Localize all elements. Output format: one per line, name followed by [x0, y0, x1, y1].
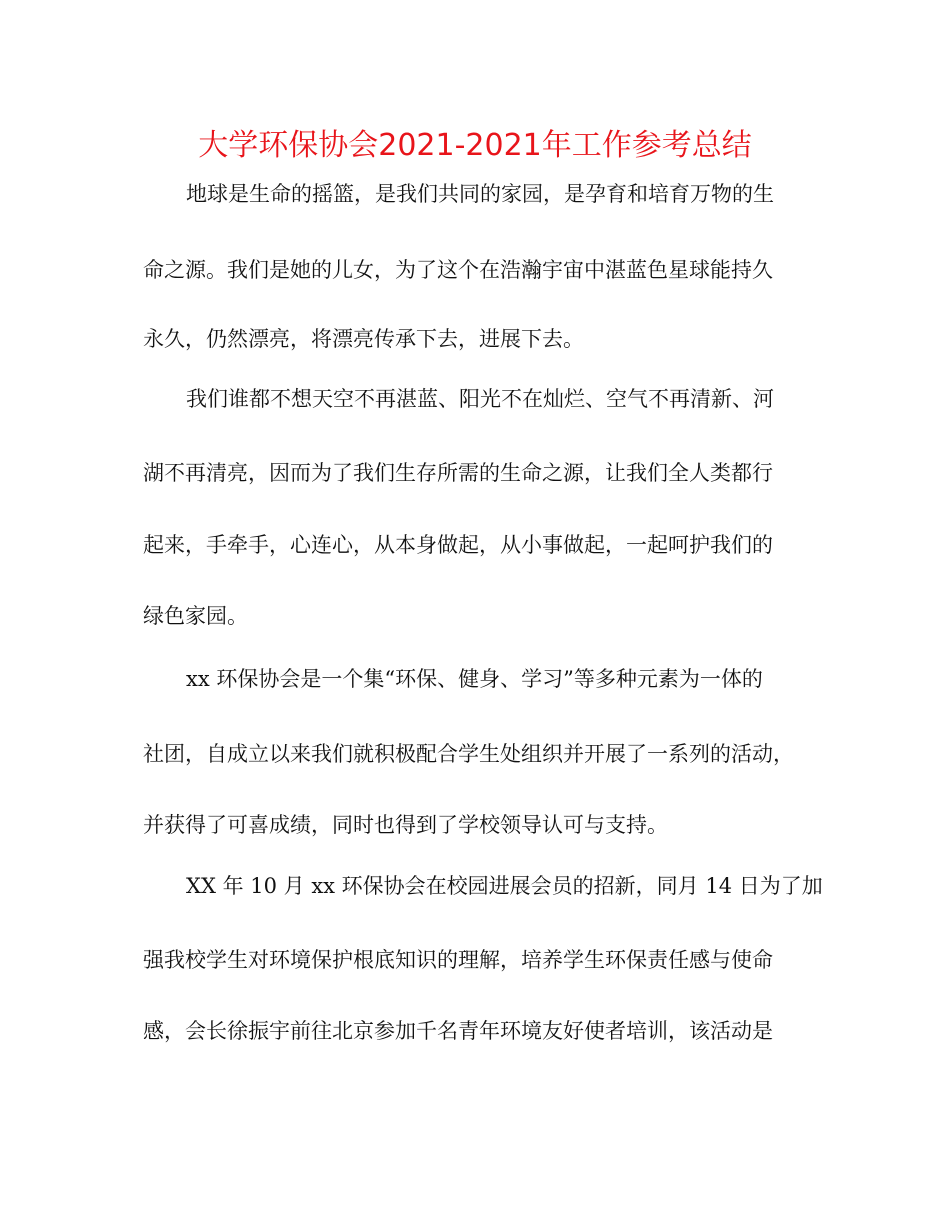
paragraph-line: 社团，自成立以来我们就积极配合学生处组织并开展了一系列的活动， — [143, 742, 794, 766]
paragraph-line: 我们谁都不想天空不再湛蓝、阳光不在灿烂、空气不再清新、河 — [186, 387, 774, 411]
paragraph-line: 地球是生命的摇篮，是我们共同的家园，是孕育和培育万物的生 — [186, 182, 774, 206]
paragraph-line: 起来，手牵手，心连心，从本身做起，从小事做起，一起呵护我们的 — [143, 533, 773, 557]
paragraph-line: 强我校学生对环境保护根底知识的理解，培养学生环保责任感与使命 — [143, 948, 773, 972]
document-title: 大学环保协会2021-2021年工作参考总结 — [198, 128, 752, 163]
paragraph-line: 绿色家园。 — [143, 604, 248, 628]
paragraph-line: 永久，仍然漂亮，将漂亮传承下去，进展下去。 — [143, 327, 584, 351]
paragraph-line: 湖不再清亮，因而为了我们生存所需的生命之源，让我们全人类都行 — [143, 461, 773, 485]
paragraph-line: 并获得了可喜成绩，同时也得到了学校领导认可与支持。 — [143, 813, 668, 837]
paragraph-line: 命之源。我们是她的儿女，为了这个在浩瀚宇宙中湛蓝色星球能持久 — [143, 258, 773, 282]
paragraph-line: xx 环保协会是一个集“环保、健身、学习”等多种元素为一体的 — [186, 667, 763, 691]
paragraph-line: 感，会长徐振宇前往北京参加千名青年环境友好使者培训，该活动是 — [143, 1019, 773, 1043]
paragraph-line: XX 年 10 月 xx 环保协会在校园进展会员的招新，同月 14 日为了加 — [186, 874, 823, 898]
